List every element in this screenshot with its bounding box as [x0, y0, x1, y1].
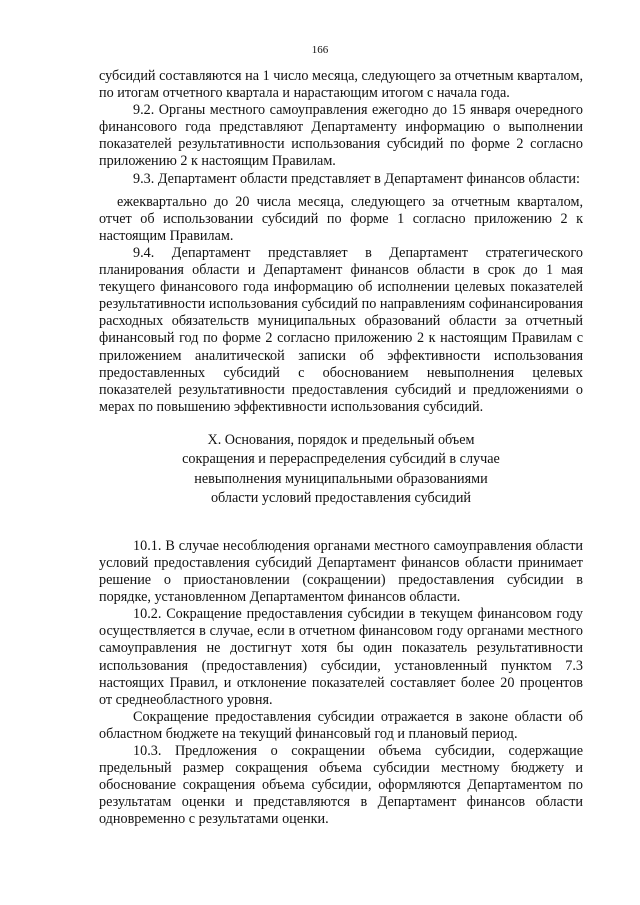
paragraph-10-1: 10.1. В случае несоблюдения органами местного самоуправления области условий предоставления субсидий Департамент финансов области принимает решение о приостановлении (сокращении) предоставления субсидии в порядке, установленном Департаментом финансов области. — [99, 537, 583, 606]
paragraph-10-2: 10.2. Сокращение предоставления субсидии в текущем финансовом году осуществляется в случае, если в отчетном финансовом году органами местного самоуправления не достигнут хотя бы один показатель результативности использования (предоставления) субсидии, установленный пунктом 7.3 настоящих Правил, и отклонение показателей составляет более 20 процентов от среднеобластного уровня. — [99, 606, 583, 708]
paragraph-9-3: 9.3. Департамент области представляет в Департамент финансов области: — [133, 170, 580, 187]
paragraph-9-4: 9.4. Департамент представляет в Департамент стратегического планирования области и Департамент финансов области в срок до 1 мая текущего финансового года информацию об исполнении целевых показателей результативности использования субсидий по направлениям софинансирования расходных обязательств муниципальных образований области за отчетный финансовый год по форме 2 согласно приложению 2 к настоящим Правилам с приложением аналитической записки об эффективности использования предоставленных субсидий с обоснованием невыполнения целевых показателей результативности предоставления субсидий и предложениями о мерах по повышению эффективности использования субсидий. — [99, 244, 583, 415]
page-number: 166 — [311, 44, 329, 56]
paragraph-10-3: 10.3. Предложения о сокращении объема субсидии, содержащие предельный размер сокращения объема субсидии местному бюджету и обоснование сокращения объема субсидии, оформляются Департаментом по результатам оценки и представляются в Департамент финансов области одновременно с результатами оценки. — [99, 743, 583, 828]
section-heading — [99, 431, 583, 509]
paragraph-9-2: 9.2. Органы местного самоуправления ежегодно до 15 января очередного финансового года представляют Департаменту информацию о выполнении показателей результативности использования субсидий по форме 2 согласно приложению 2 к настоящим Правилам. — [99, 102, 583, 170]
section-heading-line: невыполнения муниципальными образованиями — [194, 470, 488, 487]
section-heading-line: области условий предоставления субсидий — [210, 490, 472, 507]
section-heading-line: X. Основания, порядок и предельный объем — [207, 431, 475, 448]
paragraph-quarterly: ежеквартально до 20 числа месяца, следующего за отчетным кварталом, отчет об использовании субсидий по форме 1 согласно приложению 2 к настоящим Правилам. — [99, 193, 583, 244]
document-body — [99, 68, 583, 828]
paragraph-reduction: Сокращение предоставления субсидии отражается в законе области об областном бюджете на текущий финансовый год и плановый период. — [99, 708, 583, 742]
paragraph-continuation: субсидий составляются на 1 число месяца, следующего за отчетным кварталом, по итогам отчетного квартала и нарастающим итогом с начала года. — [99, 68, 583, 102]
section-heading-line: сокращения и перераспределения субсидий в случае — [182, 451, 500, 468]
